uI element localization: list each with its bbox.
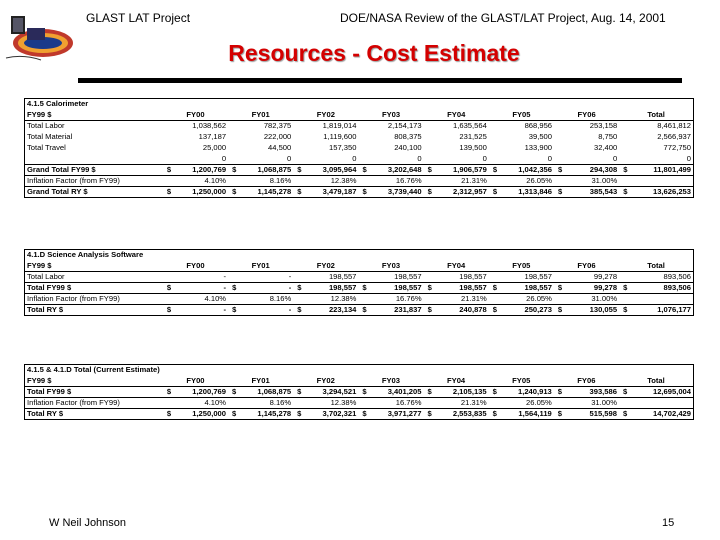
currency-symbol: $ [358, 187, 369, 198]
cell-value: 21.31% [435, 294, 489, 305]
cell-value: 31.00% [565, 398, 619, 409]
footer-author: W Neil Johnson [49, 517, 127, 529]
currency-symbol: $ [228, 165, 239, 176]
currency-symbol [424, 272, 435, 283]
currency-symbol: $ [424, 283, 435, 294]
cell-value: 198,557 [369, 283, 423, 294]
currency-symbol [619, 398, 630, 409]
currency-symbol [554, 176, 565, 187]
currency-symbol: $ [489, 409, 500, 420]
currency-symbol [293, 121, 304, 132]
currency-symbol: $ [424, 187, 435, 198]
cell-value: 39,500 [528, 132, 553, 141]
currency-symbol [163, 154, 174, 165]
currency-symbol [554, 154, 565, 165]
currency-symbol: $ [554, 305, 565, 316]
cell-value: 8.16% [239, 176, 293, 187]
currency-symbol [424, 121, 435, 132]
currency-symbol: $ [554, 409, 565, 420]
row-label: Inflation Factor (from FY99) [25, 176, 163, 187]
cell-value: 782,375 [239, 121, 293, 132]
currency-symbol [163, 398, 174, 409]
cell-value: 3,294,521 [304, 387, 358, 398]
cell-value: 1,200,769 [174, 387, 228, 398]
cell-value: 240,100 [394, 143, 422, 152]
currency-symbol: $ [228, 187, 239, 198]
cell-value: - [239, 283, 293, 294]
cell-value: 2,553,835 [435, 409, 489, 420]
currency-symbol [163, 272, 174, 283]
currency-symbol [489, 143, 500, 154]
currency-symbol [554, 121, 565, 132]
cell-value: 16.76% [369, 398, 423, 409]
column-header: FY00 [186, 375, 205, 385]
column-header: FY06 [577, 260, 596, 270]
row-label: Total Labor [25, 272, 163, 283]
cell-value: - [174, 305, 228, 316]
calorimeter-cost-table [24, 98, 694, 198]
cell-value: 4.10% [174, 398, 228, 409]
column-header: FY05 [512, 375, 531, 385]
currency-symbol: $ [163, 305, 174, 316]
column-header: FY03 [381, 260, 401, 270]
cell-value: 3,401,205 [369, 387, 423, 398]
cell-value: 31.00% [565, 176, 619, 187]
column-header: FY01 [251, 260, 270, 270]
table-row [25, 121, 694, 132]
cell-value: 1,200,769 [174, 165, 228, 176]
currency-symbol [358, 398, 369, 409]
table-row [25, 409, 694, 420]
currency-symbol [554, 143, 565, 154]
combined-total-cost-table [24, 364, 694, 420]
cell-value: 12.38% [304, 398, 358, 409]
table-caption: 4.1.D Science Analysis Software [27, 250, 144, 260]
column-header: FY02 [316, 260, 335, 270]
currency-symbol [619, 272, 630, 283]
currency-symbol [554, 398, 565, 409]
cell-value: 198,557 [304, 283, 358, 294]
currency-symbol [424, 294, 435, 305]
row-label: Grand Total RY $ [25, 187, 163, 198]
column-header: FY04 [446, 375, 466, 385]
footer-page-number: 15 [662, 517, 675, 529]
currency-symbol [163, 143, 174, 154]
cell-value: 2,105,135 [435, 387, 489, 398]
currency-symbol [619, 121, 630, 132]
cell-value: 0 [287, 153, 292, 163]
cell-value: 2,312,957 [435, 187, 489, 198]
currency-symbol: $ [293, 387, 304, 398]
currency-symbol: $ [424, 305, 435, 316]
cell-value [630, 294, 693, 305]
table-row [25, 132, 694, 143]
cell-value: 1,240,913 [500, 387, 554, 398]
currency-symbol [489, 294, 500, 305]
table-row [25, 387, 694, 398]
cell-value: 294,308 [565, 165, 619, 176]
currency-symbol [358, 294, 369, 305]
currency-symbol: $ [619, 187, 630, 198]
currency-symbol [489, 154, 500, 165]
currency-symbol [358, 176, 369, 187]
cell-value: 21.31% [435, 176, 489, 187]
cell-value: 44,500 [268, 143, 292, 152]
currency-symbol: $ [163, 387, 174, 398]
currency-symbol [358, 132, 369, 143]
column-header: FY03 [381, 375, 400, 385]
cell-value: 1,635,564 [435, 121, 489, 132]
cell-value: 26.05% [500, 294, 554, 305]
row-label: Total Labor [25, 121, 163, 132]
cell-value: 222,000 [263, 132, 292, 141]
cell-value: 1,313,846 [500, 187, 554, 198]
currency-symbol: $ [554, 165, 565, 176]
cell-value: 0 [482, 153, 487, 163]
cell-value: 0 [417, 153, 422, 163]
column-header: FY99 $ [27, 109, 52, 119]
currency-symbol [228, 132, 239, 143]
cell-value: 8,750 [598, 132, 618, 141]
table-caption-row [25, 99, 694, 110]
cell-value: 0 [221, 153, 227, 163]
row-label: Total RY $ [25, 409, 163, 420]
cell-value: 198,557 [500, 272, 554, 283]
column-header: Total [647, 260, 665, 270]
cell-value: 139,500 [459, 143, 487, 152]
table-row [25, 283, 694, 294]
column-header: FY05 [512, 109, 531, 119]
cell-value: 1,042,356 [500, 165, 554, 176]
currency-symbol [228, 398, 239, 409]
table-row [25, 272, 694, 283]
currency-symbol: $ [489, 305, 500, 316]
cell-value: 2,566,937 [657, 132, 691, 141]
cell-value: 198,557 [304, 272, 358, 283]
column-header: FY06 [577, 375, 596, 385]
cell-value: 0 [686, 153, 691, 163]
cell-value: 8,461,812 [630, 121, 693, 132]
currency-symbol [293, 143, 304, 154]
cell-value: 1,145,278 [239, 187, 293, 198]
currency-symbol: $ [424, 165, 435, 176]
cell-value: 198,557 [435, 283, 489, 294]
currency-symbol: $ [554, 387, 565, 398]
cell-value: 130,055 [565, 305, 619, 316]
cell-value: 32,400 [593, 143, 618, 152]
cell-value: 16.76% [369, 176, 423, 187]
currency-symbol: $ [554, 187, 565, 198]
currency-symbol: $ [423, 409, 434, 420]
currency-symbol: $ [228, 387, 239, 398]
currency-symbol [554, 132, 565, 143]
row-label: Inflation Factor (from FY99) [25, 294, 163, 305]
column-header: FY01 [251, 109, 270, 119]
cell-value: 250,273 [500, 305, 554, 316]
cell-value: 0 [547, 153, 553, 163]
cell-value: 16.76% [369, 294, 423, 305]
currency-symbol: $ [228, 409, 239, 420]
currency-symbol: $ [293, 409, 304, 420]
cell-value: 3,479,187 [304, 187, 358, 198]
table-row [25, 294, 694, 305]
column-header: FY05 [512, 260, 531, 270]
currency-symbol: $ [619, 305, 630, 316]
cell-value: 133,900 [524, 143, 553, 152]
table-caption-row [25, 365, 694, 376]
cell-value: 231,837 [369, 305, 423, 316]
cell-value: 1,819,014 [304, 121, 358, 132]
column-header: FY06 [577, 109, 596, 119]
currency-symbol [293, 154, 304, 165]
currency-symbol: $ [619, 387, 630, 398]
row-label: Total RY $ [25, 305, 163, 316]
cell-value: 1,250,000 [174, 187, 228, 198]
currency-symbol: $ [489, 165, 500, 176]
currency-symbol [424, 176, 435, 187]
currency-symbol [424, 143, 435, 154]
title-divider [78, 78, 682, 83]
cell-value: 25,000 [202, 143, 227, 152]
table-header-row [25, 261, 694, 272]
currency-symbol: $ [163, 187, 174, 198]
table-row [25, 143, 694, 154]
table-header-row [25, 376, 694, 387]
cell-value: 1,038,562 [174, 121, 228, 132]
currency-symbol [228, 176, 239, 187]
cell-value: 0 [612, 153, 618, 163]
currency-symbol [293, 294, 304, 305]
cell-value: 8.16% [239, 294, 293, 305]
cell-value: 99,278 [565, 272, 619, 283]
row-label: Total Travel [27, 143, 66, 152]
currency-symbol: $ [163, 165, 174, 176]
cell-value: 393,586 [565, 387, 619, 398]
column-header: FY03 [381, 109, 401, 119]
cell-value: 868,956 [500, 121, 554, 132]
column-header: FY00 [186, 260, 205, 270]
column-header: FY01 [251, 375, 270, 385]
currency-symbol [489, 176, 500, 187]
row-label [25, 154, 163, 165]
header-review-title: DOE/NASA Review of the GLAST/LAT Project, Aug. 14, 2001 [340, 11, 666, 25]
cell-value: 1,145,278 [239, 409, 293, 420]
cell-value: 1,906,579 [435, 165, 489, 176]
cell-value [630, 398, 694, 409]
currency-symbol [554, 294, 565, 305]
column-header: FY02 [316, 109, 335, 119]
cell-value: 12.38% [304, 176, 358, 187]
currency-symbol [163, 132, 174, 143]
currency-symbol: $ [489, 187, 500, 198]
cell-value: 515,598 [565, 409, 619, 420]
table-row [25, 305, 694, 316]
cell-value: 3,739,440 [369, 187, 423, 198]
cell-value: 198,557 [500, 283, 554, 294]
currency-symbol [358, 272, 369, 283]
currency-symbol: $ [228, 305, 239, 316]
cell-value: 3,971,277 [369, 409, 423, 420]
cell-value: 893,506 [630, 283, 693, 294]
column-header: FY00 [186, 109, 205, 119]
cell-value: 13,626,253 [630, 187, 693, 198]
row-label: Inflation Factor (from FY99) [25, 398, 163, 409]
currency-symbol: $ [228, 283, 239, 294]
currency-symbol: $ [293, 283, 304, 294]
currency-symbol [619, 294, 630, 305]
table-row [25, 187, 694, 198]
cell-value: 198,557 [435, 272, 489, 283]
currency-symbol: $ [423, 387, 434, 398]
column-header: FY04 [447, 260, 466, 270]
cell-value: 21.31% [435, 398, 489, 409]
currency-symbol [489, 132, 500, 143]
cell-value: 1,250,000 [174, 409, 228, 420]
cell-value: 14,702,429 [630, 409, 694, 420]
science-software-cost-table [24, 249, 694, 316]
currency-symbol [228, 143, 239, 154]
cell-value: 772,750 [663, 143, 691, 152]
currency-symbol [163, 294, 174, 305]
header-project-name: GLAST LAT Project [86, 11, 191, 25]
cell-value: 223,134 [304, 305, 358, 316]
cell-value: 253,158 [565, 121, 619, 132]
currency-symbol [293, 132, 304, 143]
currency-symbol [424, 132, 435, 143]
cell-value: 808,375 [394, 132, 422, 141]
column-header: Total [647, 375, 665, 385]
cell-value: 3,702,321 [304, 409, 358, 420]
cell-value: 26.05% [500, 398, 554, 409]
row-label: Total FY99 $ [25, 387, 163, 398]
currency-symbol [619, 154, 630, 165]
currency-symbol: $ [619, 409, 630, 420]
table-row [25, 176, 694, 187]
currency-symbol [489, 272, 500, 283]
cell-value: 4.10% [174, 176, 228, 187]
currency-symbol [619, 132, 630, 143]
cell-value: 8.16% [239, 398, 293, 409]
table-caption: 4.1.5 & 4.1.D Total (Current Estimate) [27, 365, 160, 375]
cell-value: 198,557 [369, 272, 423, 283]
currency-symbol: $ [619, 283, 630, 294]
cell-value: 31.00% [565, 294, 619, 305]
cell-value: - [239, 305, 293, 316]
currency-symbol: $ [358, 409, 369, 420]
cell-value: 3,095,964 [304, 165, 358, 176]
currency-symbol [293, 176, 304, 187]
currency-symbol: $ [293, 305, 304, 316]
currency-symbol: $ [293, 187, 304, 198]
cell-value: 157,350 [329, 143, 357, 152]
currency-symbol [489, 121, 500, 132]
currency-symbol [228, 154, 239, 165]
cell-value: 12,695,004 [630, 387, 694, 398]
currency-symbol: $ [619, 165, 630, 176]
currency-symbol: $ [358, 165, 369, 176]
cell-value: 99,278 [565, 283, 619, 294]
currency-symbol: $ [358, 387, 369, 398]
cell-value: - [174, 272, 228, 283]
row-label: Grand Total FY99 $ [25, 165, 163, 176]
currency-symbol [358, 143, 369, 154]
currency-symbol: $ [489, 387, 500, 398]
column-header: FY99 $ [27, 260, 52, 270]
column-header: FY04 [447, 109, 466, 119]
currency-symbol [619, 143, 630, 154]
cell-value: 240,878 [435, 305, 489, 316]
currency-symbol [228, 272, 239, 283]
currency-symbol [293, 398, 304, 409]
table-header-row [25, 110, 694, 121]
cell-value: - [174, 283, 228, 294]
column-header: FY02 [316, 375, 335, 385]
row-label: Total Material [27, 132, 73, 141]
column-header: FY99 $ [27, 375, 52, 385]
currency-symbol: $ [554, 283, 565, 294]
cell-value: 26.05% [500, 176, 554, 187]
currency-symbol [424, 154, 435, 165]
cell-value: 385,543 [565, 187, 619, 198]
currency-symbol [293, 272, 304, 283]
cell-value: 12.38% [304, 294, 358, 305]
cell-value: 0 [352, 153, 357, 163]
currency-symbol [163, 176, 174, 187]
page-title: Resources - Cost Estimate [228, 40, 520, 66]
cell-value: - [239, 272, 293, 283]
cell-value: 4.10% [174, 294, 228, 305]
currency-symbol: $ [163, 283, 174, 294]
table-caption: 4.1.5 Calorimeter [27, 99, 89, 109]
cell-value: 1,119,600 [323, 132, 357, 141]
currency-symbol [358, 154, 369, 165]
table-row [25, 165, 694, 176]
currency-symbol: $ [489, 283, 500, 294]
cell-value: 1,564,119 [500, 409, 554, 420]
currency-symbol [489, 398, 500, 409]
cell-value: 231,525 [459, 132, 487, 141]
currency-symbol: $ [293, 165, 304, 176]
currency-symbol [554, 272, 565, 283]
cell-value: 1,068,875 [239, 165, 293, 176]
currency-symbol [619, 176, 630, 187]
currency-symbol [228, 294, 239, 305]
currency-symbol [358, 121, 369, 132]
cell-value [630, 176, 693, 187]
cell-value: 893,506 [630, 272, 693, 283]
currency-symbol [228, 121, 239, 132]
cell-value: 11,801,499 [630, 165, 693, 176]
cell-value: 137,187 [198, 132, 227, 141]
currency-symbol: $ [163, 409, 174, 420]
table-caption-row [25, 250, 694, 261]
row-label: Total FY99 $ [25, 283, 163, 294]
currency-symbol: $ [358, 283, 369, 294]
cell-value: 1,068,875 [239, 387, 293, 398]
table-row [25, 154, 694, 165]
cell-value: 2,154,173 [369, 121, 423, 132]
column-header: Total [647, 109, 665, 119]
currency-symbol [423, 398, 434, 409]
currency-symbol [163, 121, 174, 132]
table-row [25, 398, 694, 409]
cell-value: 1,076,177 [630, 305, 693, 316]
cell-value: 3,202,648 [369, 165, 423, 176]
currency-symbol: $ [358, 305, 369, 316]
